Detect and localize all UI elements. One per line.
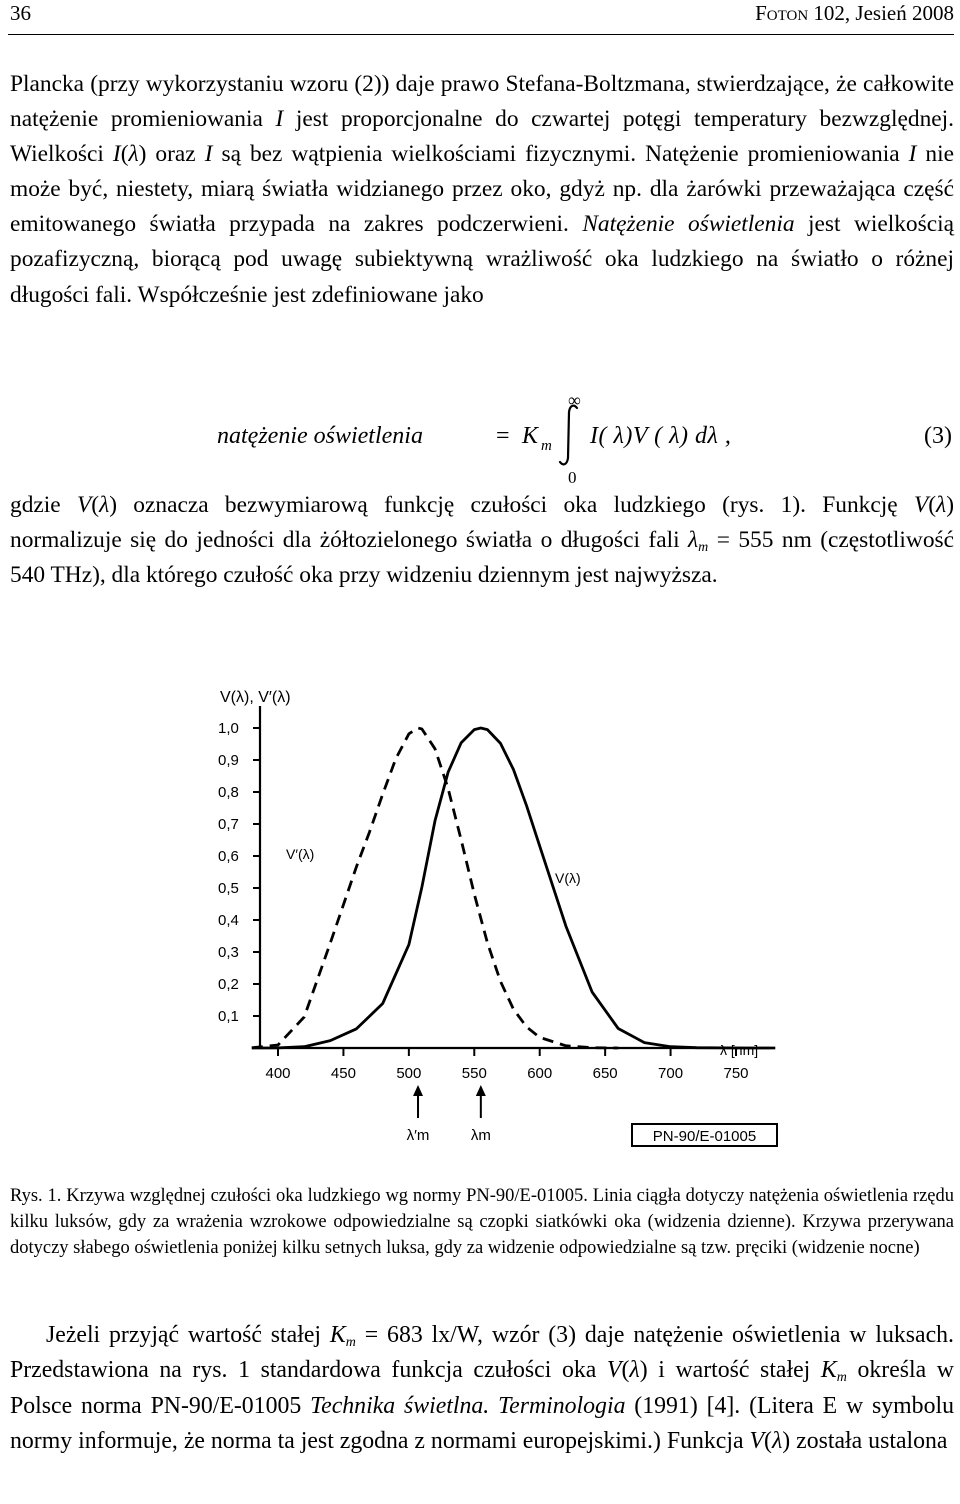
- x-tick-label: 700: [658, 1065, 684, 1082]
- header-rule: [8, 34, 954, 35]
- italic-text: I: [112, 141, 121, 168]
- text-run: (: [120, 141, 129, 168]
- curve-label-solid: V(λ): [555, 870, 581, 886]
- integral-upper-limit: ∞: [568, 390, 581, 410]
- text-run: ) normalizuje się do jedności dla żółtozielonego światła o długości fali: [10, 492, 954, 554]
- standard-box-label: PN-90/E-01005: [652, 1128, 757, 1145]
- text-run: Jeżeli przyjąć wartość stałej: [46, 1322, 330, 1348]
- y-tick-label: 0,1: [218, 1008, 239, 1025]
- italic-text: I: [204, 141, 213, 168]
- x-tick-label: 600: [527, 1065, 553, 1082]
- italic-text: Natężenie oświetlenia: [582, 211, 795, 238]
- text-run: (1991) [4]. (Litera E w symbolu normy informuje, że norma ta jest zgodna z normami europejskimi.) Funkcja: [10, 1392, 954, 1455]
- figure-caption: Rys. 1. Krzywa względnej czułości oka ludzkiego wg normy PN-90/E-01005. Linia ciągła dotyczy natężenia oświetlenia rzędu kilku luksów, gdy za wrażenia wzrokowe odpowiedzialne są czopki siatkówki oka (widzenia dzienne). Krzywa przerywana dotyczy słabego oświetlenia poniżej kilku setnych luksa, gdy za widzenie odpowiedzialne są tzw. pręciki (widzenie nocne): [10, 1186, 954, 1259]
- text-run: są bez wątpienia wielkościami fizycznymi. Natężenie promieniowania: [212, 141, 909, 168]
- text-run: = 555 nm (częstotliwość 540 THz), dla którego czułość oka przy widzeniu dziennym jest najwyższa.: [10, 527, 954, 589]
- x-tick-label: 550: [461, 1065, 487, 1082]
- equation-constant-subscript: m: [541, 438, 552, 454]
- y-tick-label: 0,9: [218, 752, 239, 769]
- text-run: jest wielkością pozafizyczną, biorącą pod uwagę subiektywną wrażliwość oka ludzkiego na światło o różnej długości fali. Współcześnie jest zdefiniowane jako: [10, 211, 954, 308]
- italic-text: λ: [936, 492, 947, 518]
- subscript: m: [698, 540, 709, 556]
- y-tick-label: 0,3: [218, 944, 239, 961]
- paragraph-1: [10, 67, 954, 313]
- marker-arrow-head: [476, 1085, 486, 1096]
- integral-sign-icon: [558, 404, 580, 466]
- text-run: gdzie: [10, 492, 77, 518]
- text-run: (: [621, 1357, 630, 1384]
- paragraph-2: [10, 488, 954, 593]
- paragraph-3: [10, 1318, 954, 1460]
- y-tick-label: 1,0: [218, 720, 239, 737]
- y-tick-label: 0,6: [218, 848, 239, 865]
- y-axis-title: V(λ), V′(λ): [220, 689, 291, 706]
- y-tick-label: 0,5: [218, 880, 239, 897]
- text-run: ) oraz: [138, 141, 205, 168]
- marker-label: λ′m: [406, 1127, 430, 1144]
- italic-text: V: [606, 1357, 622, 1384]
- text-run: jest proporcjonalne do czwartej potęgi temperatury bezwzględnej. Wielkości: [10, 106, 954, 168]
- equation-equals: =: [496, 423, 510, 449]
- italic-text: V: [76, 492, 92, 518]
- marker-label: λm: [470, 1127, 491, 1144]
- italic-text: K: [820, 1357, 837, 1384]
- x-tick-label: 400: [265, 1065, 291, 1082]
- text-run: ) i wartość stałej: [639, 1357, 821, 1384]
- y-tick-label: 0,4: [218, 912, 239, 929]
- integral-lower-limit: 0: [568, 468, 577, 487]
- y-tick-label: 0,8: [218, 784, 239, 801]
- italic-text: V: [749, 1428, 765, 1455]
- text-run: (: [928, 492, 937, 518]
- text-run: = 683 lx/W, wzór (3) daje natężenie oświetlenia w luksach. Przedstawiona na rys. 1 standardowa funkcja czułości oka: [10, 1322, 954, 1384]
- subscript: m: [345, 1335, 356, 1350]
- italic-text: K: [329, 1322, 346, 1348]
- page-number: 36: [10, 1, 31, 25]
- italic-text: Technika świetlna. Terminologia: [310, 1392, 626, 1419]
- italic-text: I: [275, 106, 284, 133]
- x-axis-title: λ [nm]: [720, 1042, 759, 1058]
- text-run: (: [91, 492, 100, 518]
- italic-text: I: [908, 141, 917, 168]
- sensitivity-chart: [190, 683, 790, 1153]
- text-run: ) oznacza bezwymiarową funkcję czułości oka ludzkiego (rys. 1). Funkcję: [109, 492, 914, 518]
- italic-text: λ: [688, 527, 699, 554]
- text-run: Plancka (przy wykorzystaniu wzoru (2)) daje prawo Stefana-Boltzmana, stwierdzające, że całkowite natężenie promieniowania: [10, 71, 954, 133]
- y-tick-label: 0,7: [218, 816, 239, 833]
- text-run: nie może być, niestety, miarą światła widzianego przez oko, gdyż np. dla żarówki przeważająca część emitowanego światła przypada na zakres podczerwieni.: [10, 141, 954, 238]
- curve-label-dashed: V′(λ): [286, 846, 315, 862]
- page-header: [0, 0, 960, 38]
- figure-1: [190, 683, 790, 1153]
- text-run: określa w Polsce norma PN-90/E-01005: [10, 1357, 954, 1419]
- italic-text: λ: [99, 492, 110, 518]
- marker-arrow-head: [413, 1085, 423, 1096]
- journal-name: Foton: [755, 1, 809, 25]
- equation-constant: K: [522, 423, 539, 449]
- running-head: [755, 1, 954, 26]
- equation-integrand: I( λ)V ( λ) dλ ,: [590, 423, 732, 449]
- x-tick-label: 750: [723, 1065, 749, 1082]
- series-v-solid: [252, 728, 776, 1048]
- equation-3: [0, 390, 960, 490]
- italic-text: λ: [771, 1428, 783, 1455]
- text-run: (: [764, 1428, 772, 1455]
- issue-info: 102, Jesień 2008: [808, 1, 954, 25]
- x-tick-label: 450: [330, 1065, 356, 1082]
- italic-text: λ: [629, 1357, 640, 1384]
- y-tick-label: 0,2: [218, 976, 239, 993]
- series-v-prime-dashed: [252, 728, 618, 1048]
- text-run: ) została ustalona: [782, 1428, 948, 1455]
- equation-number: (3): [924, 423, 952, 449]
- x-tick-label: 650: [592, 1065, 618, 1082]
- subscript: m: [836, 1370, 847, 1386]
- italic-text: V: [913, 492, 929, 518]
- x-tick-label: 500: [396, 1065, 422, 1082]
- equation-lhs: natężenie oświetlenia: [217, 423, 423, 449]
- italic-text: λ: [128, 141, 139, 168]
